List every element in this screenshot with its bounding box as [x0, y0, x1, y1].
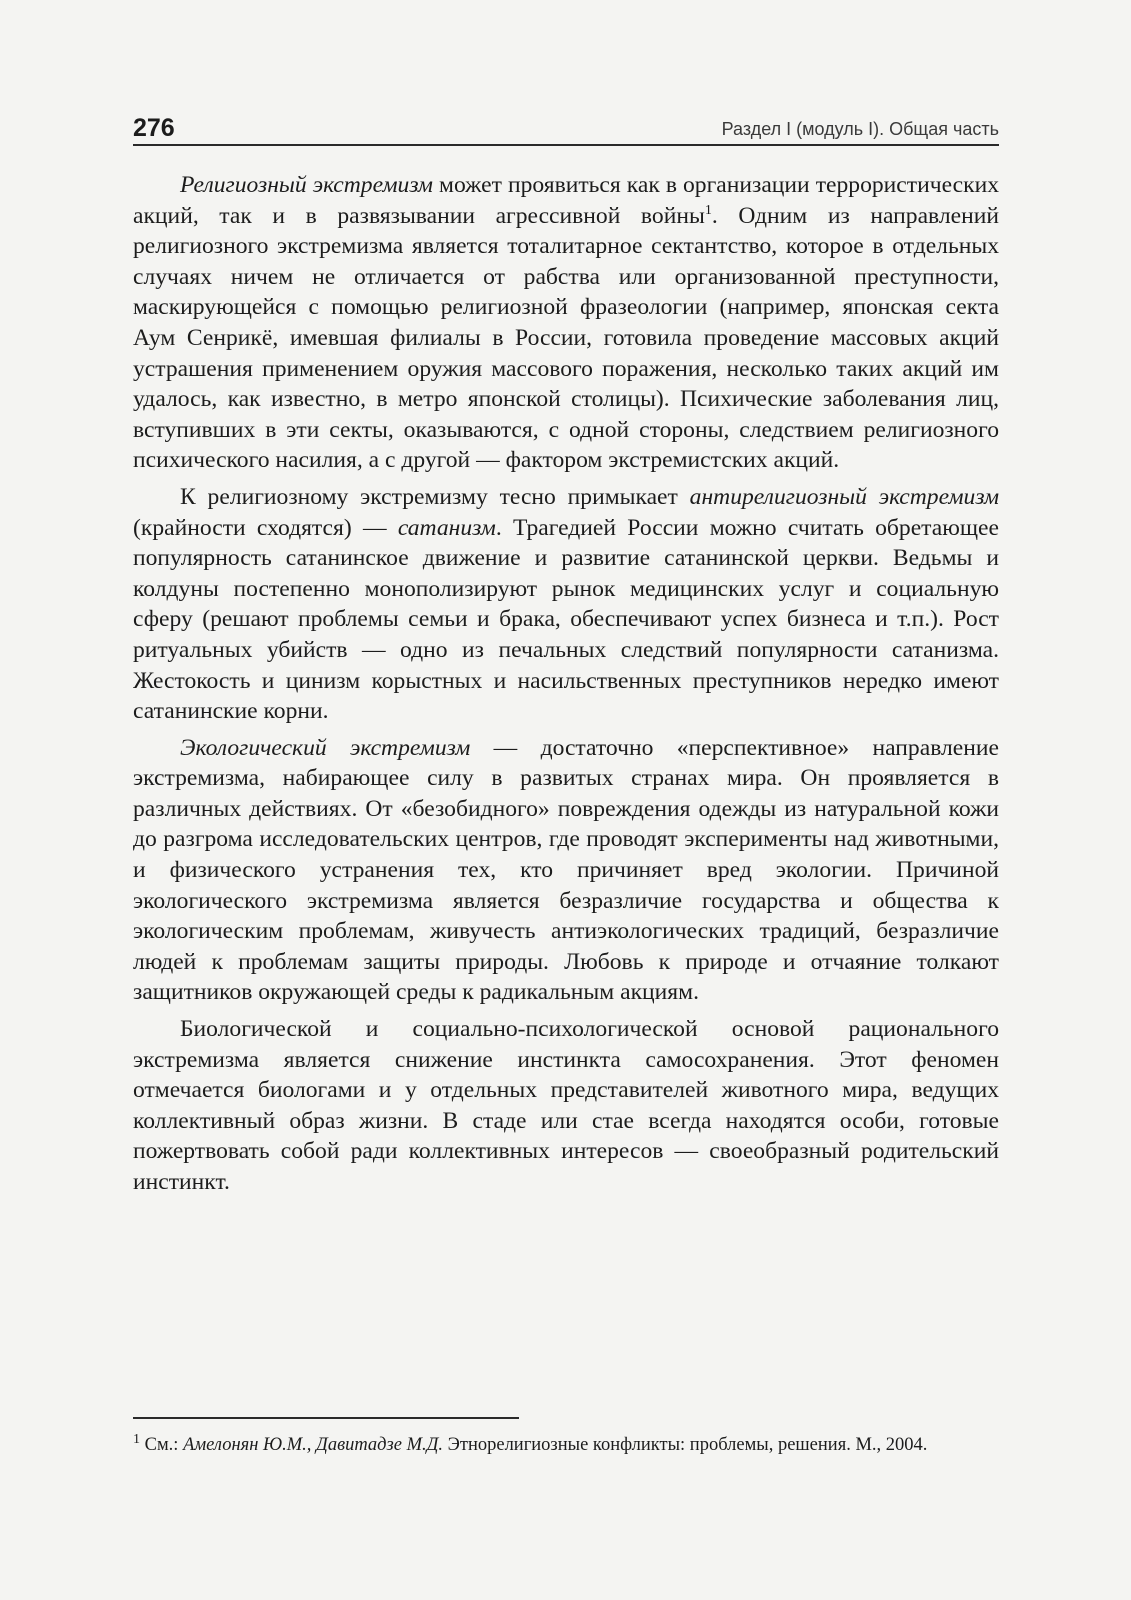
footnote-authors: Амелонян Ю.М., Давитадзе М.Д.: [183, 1435, 444, 1455]
footnote-reference[interactable]: 1: [704, 202, 712, 218]
paragraph-ecological-extremism: [133, 733, 999, 1008]
footnote-separator: [133, 1417, 519, 1419]
term-ecological-extremism: Экологический экстремизм: [180, 734, 471, 761]
paragraph-text: . Трагедией России можно считать обретающее популярность сатанинское движение и развитие сатанинской церкви. Ведьмы и колдуны постепенно монополизируют рынок медицинских услуг и социальную сферу (решают проблемы семьи и брака, обеспечивают успех бизнеса и т.п.). Рост ритуальных убийств — одно из печальных следствий популярности сатанизма. Жестокость и цинизм корыстных и насильственных преступников нередко имеют сатанинские корни.: [133, 514, 999, 725]
paragraph-religious-extremism: [133, 170, 999, 476]
term-antireligious-extremism: антирелигиозный экстремизм: [689, 483, 1000, 510]
footnote: [133, 1433, 999, 1457]
footnote-prefix: См.:: [140, 1435, 184, 1455]
page-number: 276: [133, 114, 175, 142]
paragraph-text-continued: . Одним из направлений религиозного экстремизма является тоталитарное сектантство, которое в отдельных случаях ничем не отличается от рабства или организованной преступности, маскирующейся с помощью религиозной фразеологии (например, японская секта Аум Сенрикё, имевшая филиалы в России, готовила проведение массовых акций устрашения применением оружия массового поражения, несколько таких акций им удалось, как известно, в метро японской столицы). Психические заболевания лиц, вступивших в эти секты, оказываются, с одной стороны, следствием религиозного психического насилия, а с другой — фактором экстремистских акций.: [133, 202, 999, 474]
page-header: [133, 112, 999, 146]
running-head: Раздел I (модуль I). Общая часть: [721, 119, 999, 139]
paragraph-text: — достаточно «перспективное» направление экстремизма, набирающее силу в развитых странах мира. Он проявляется в различных действиях. От «безобидного» повреждения одежды из натуральной кожи до разгрома исследовательских центров, где проводят эксперименты над животными, и физического устранения тех, кто причиняет вред экологии. Причиной экологического экстремизма является безразличие государства и общества к экологическим проблемам, живучесть антиэкологических традиций, безразличие людей к проблемам защиты природы. Любовь к природе и отчаяние толкают защитников окружающей среды к радикальным акциям.: [133, 734, 999, 1006]
paragraph-biological-basis: [133, 1014, 999, 1198]
footnote-mark: 1: [133, 1431, 140, 1447]
main-text: [133, 170, 999, 1198]
paragraph-satanism: [133, 482, 999, 727]
paragraph-text: Биологической и социально-психологической основой рационального экстремизма является снижение инстинкта самосохранения. Этот феномен отмечается биологами и у отдельных представителей животного мира, ведущих коллективный образ жизни. В стаде или стае всегда находятся особи, готовые пожертвовать собой ради коллективных интересов — своеобразный родительский инстинкт.: [133, 1016, 999, 1195]
paragraph-mid: (крайности сходятся) —: [133, 514, 398, 541]
paragraph-lead: К религиозному экстремизму тесно примыкает: [180, 483, 690, 510]
paragraph-text: может проявиться как в организации террористических акций, так и в развязывании агрессивной войны: [133, 172, 999, 229]
term-religious-extremism: Религиозный экстремизм: [180, 172, 433, 198]
footnote-text: Этнорелигиозные конфликты: проблемы, решения. М., 2004.: [443, 1435, 928, 1455]
term-satanism: сатанизм: [397, 514, 496, 541]
